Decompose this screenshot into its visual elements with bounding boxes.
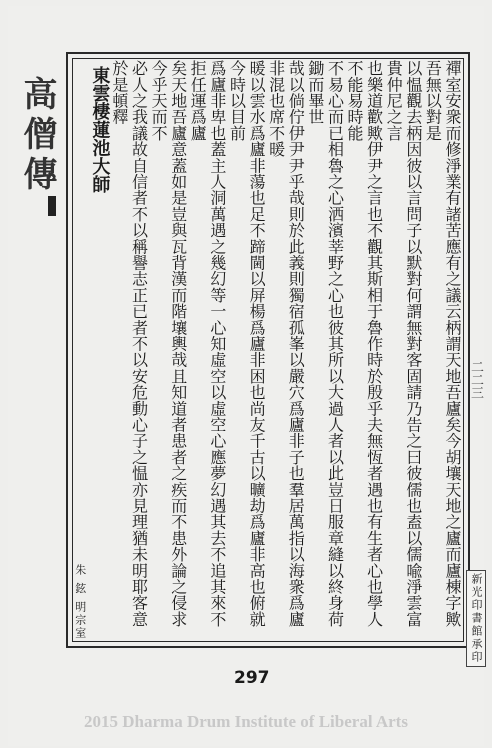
page-marker: 二二三	[468, 360, 483, 399]
watermark: 2015 Dharma Drum Institute of Liberal Arts	[84, 712, 408, 731]
page-number: 297	[234, 668, 270, 688]
text-column: 必人之我議故自信者不以稱譽志正已者不以安危動心子之愠亦見理猶未明耶客意於是頓釋	[109, 60, 149, 627]
text-frame	[66, 52, 470, 648]
side-marker	[48, 196, 56, 216]
publisher-stamp: 新光印書館承印	[466, 570, 486, 667]
text-column: 爲廬非卑也蓋主人洞萬遇之幾幻等一心知虛空以虛空心應夢幻遇其去不追其來不拒任運爲廬	[188, 60, 227, 627]
side-title: 高僧傳	[17, 76, 57, 196]
text-column: 以愠觀去柄因彼以言問子以默對何謂無對客固請乃告之曰彼儒也盍以儒喩淨雲富貴仲尼之言	[384, 60, 423, 627]
text-column: 也樂道歡歟伊尹之言也不觀其斯相于魯作時於殷乎夫無恆者遇也有生者心也學人不能易時能	[345, 60, 384, 627]
text-body	[74, 60, 462, 640]
text-column: 哉以倘佇伊尹尹乎哉則於此義則獨宿孤峯以嚴穴爲廬非子也羣居萬指以海衆爲廬非混也席不暖	[266, 60, 306, 627]
document-page	[8, 6, 484, 746]
text-column: 禪室安衆而修淨業有諸苦應有之議云柄謂天地吾廬矣今胡壤天地之廬而廬棟字歟吾無以對是	[423, 60, 462, 627]
text-column: 暖以雲水爲廬非蕩也足不蹄閫以屏楊爲廬非困也尚友千古以曠劫爲廬非高也俯就今時以目前	[227, 60, 267, 627]
section-heading: 東雲棲蓮池大師	[89, 66, 111, 194]
text-column: 矣天地吾廬意蓋如是豈與瓦背漢而階壤輿哉且知道者患者之疾而不患外論之侵求今乎天而不	[149, 60, 188, 627]
author-line: 朱 鉉 明宗室	[74, 564, 87, 640]
text-column: 不易心而已相魯之心洒濱莘野之心也彼其所以大過人者以此豈日服章縫以終身荷鋤而畢世	[305, 60, 345, 627]
